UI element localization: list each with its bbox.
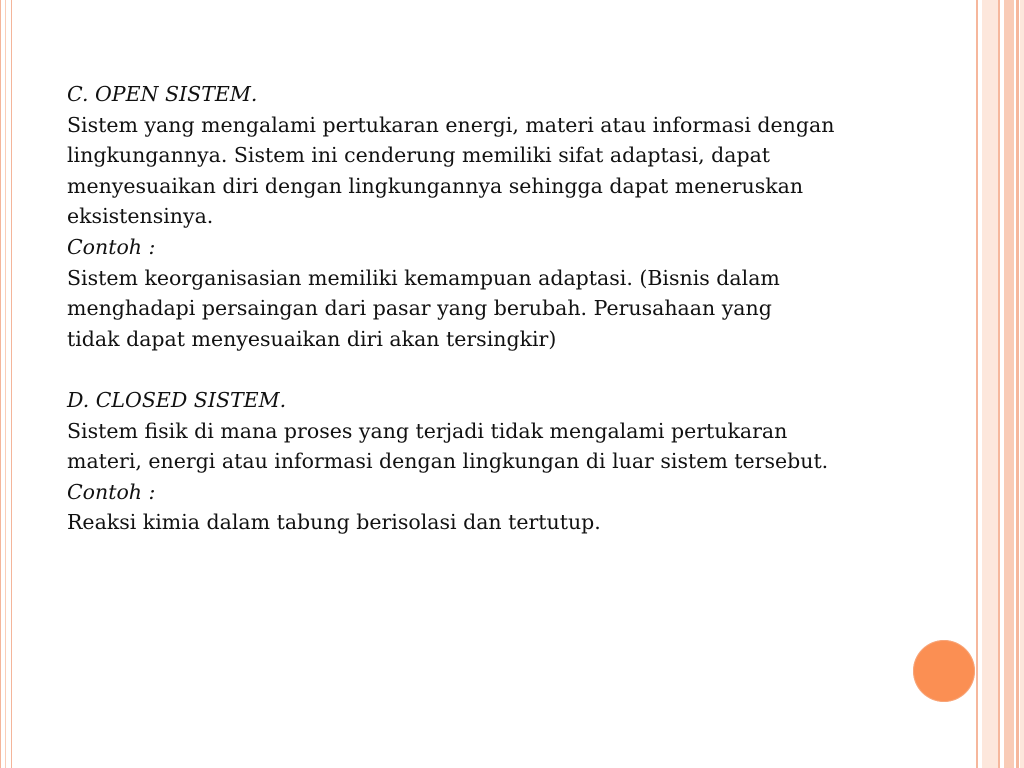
stripe <box>1016 0 1019 768</box>
slide-content <box>67 79 947 538</box>
section-d-example-line: Reaksi kimia dalam tabung berisolasi dan tertutup. <box>67 510 601 535</box>
section-d-heading: D. CLOSED SISTEM. <box>67 387 287 412</box>
orange-circle-decoration <box>913 640 975 702</box>
section-c-example-line: menghadapi persaingan dari pasar yang berubah. Perusahaan yang <box>67 296 772 321</box>
section-spacer <box>67 354 947 385</box>
section-d-example-label: Contoh : <box>67 479 156 504</box>
section-c-example-line: tidak dapat menyesuaikan diri akan tersingkir) <box>67 326 557 351</box>
section-c-line: menyesuaikan diri dengan lingkungannya sehingga dapat meneruskan <box>67 173 804 198</box>
section-c-line: lingkungannya. Sistem ini cenderung memiliki sifat adaptasi, dapat <box>67 143 771 168</box>
right-decorative-stripes <box>976 0 1024 768</box>
section-c-example-line: Sistem keorganisasian memiliki kemampuan adaptasi. (Bisnis dalam <box>67 265 780 290</box>
stripe <box>976 0 978 768</box>
stripe <box>1004 0 1014 768</box>
stripe <box>982 0 998 768</box>
stripe <box>998 0 1000 768</box>
section-c-heading: C. OPEN SISTEM. <box>67 82 258 106</box>
section-c-line: eksistensinya. <box>67 204 214 229</box>
section-c-example-label: Contoh : <box>67 234 156 259</box>
section-c-line: Sistem yang mengalami pertukaran energi, materi atau informasi dengan <box>67 112 835 137</box>
stripe <box>1020 0 1024 768</box>
section-d-line: Sistem fisik di mana proses yang terjadi tidak mengalami pertukaran <box>67 418 788 443</box>
left-decorative-border <box>0 0 12 768</box>
section-d-line: materi, energi atau informasi dengan lingkungan di luar sistem tersebut. <box>67 449 829 474</box>
